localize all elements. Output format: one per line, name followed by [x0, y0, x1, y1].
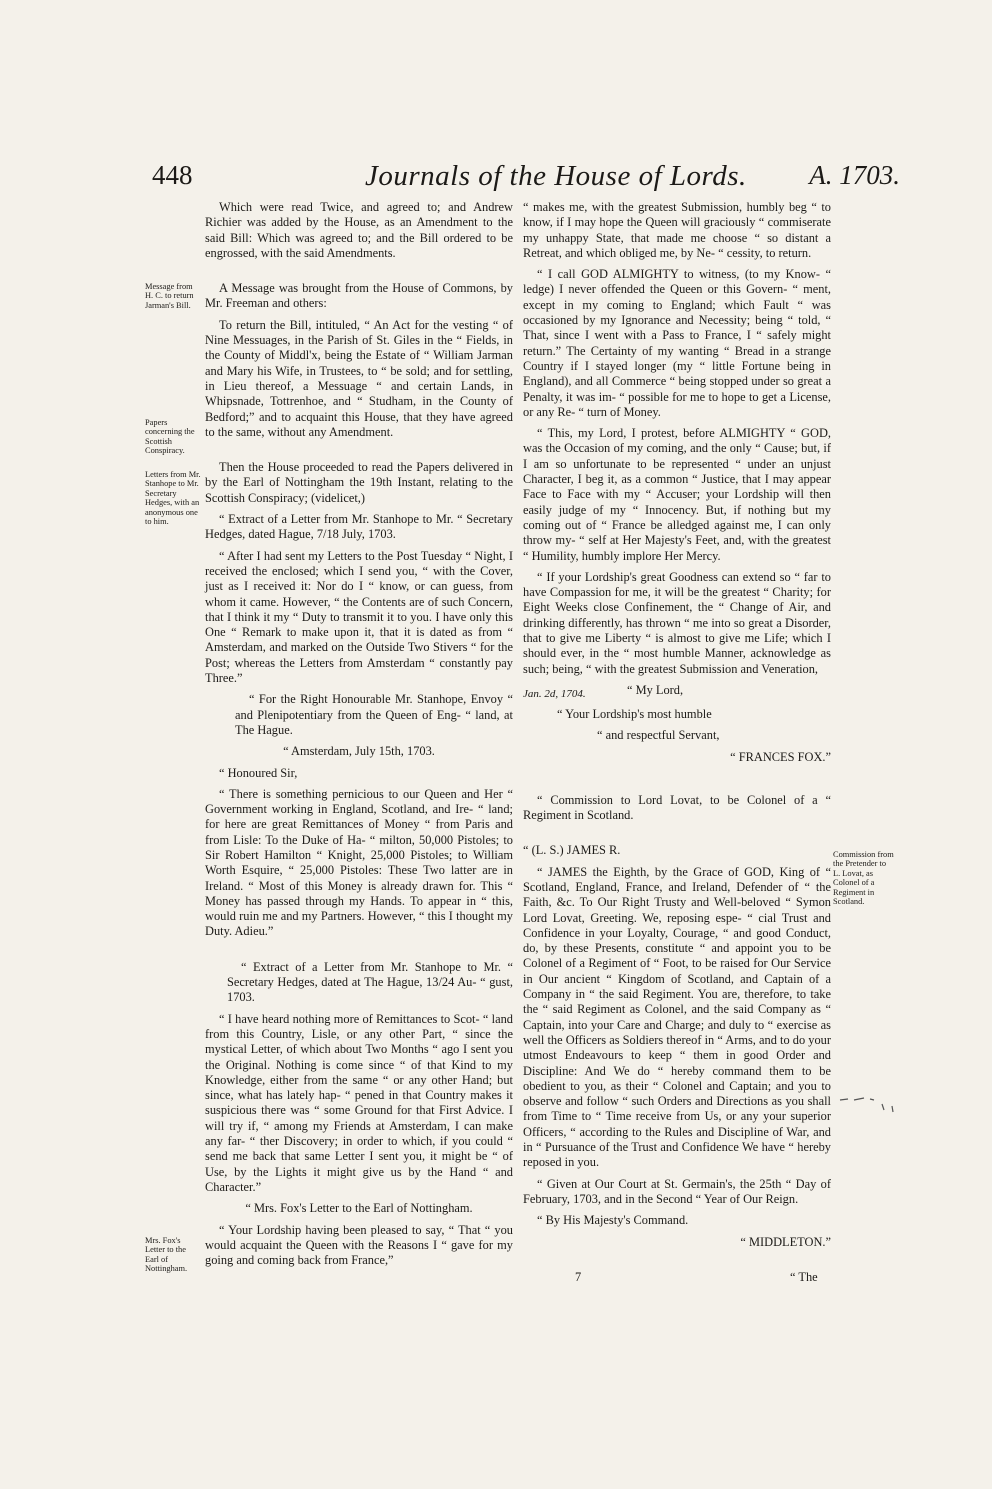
page-year: A. 1703.	[809, 160, 900, 190]
margin-note-message: Message from H. C. to return Jarman's Bill.	[145, 282, 194, 310]
page-title: Journals of the House of Lords.	[365, 160, 747, 192]
margin-note-commission: Commission from the Pretender to L. Lovat, as Colonel of a Regiment in Scotland.	[833, 850, 894, 907]
margin-note-fox-letter: Mrs. Fox's Letter to the Earl of Nottingham.	[145, 1236, 188, 1274]
paragraph: “ I call GOD ALMIGHTY to witness, (to my Know- “ ledge) I never offended the Queen or this Govern- “ ment, except in my coming to England; which Fault “ was occasioned by my Ignorance and Necessity; being “ told, “ That, since I went with a Pass to France, I “ safely might return.” The Certainty of my wanting “ Bread in a strange Country if I stayed longer (my “ little Fortune being in England), and all Commerce “ being stopped under so great a Penalty, it was im- “ possible for me to hope to get a License, or any Re- “ turn of Money.	[523, 267, 831, 419]
left-column	[205, 200, 513, 1274]
paragraph: “ Amsterdam, July 15th, 1703.	[283, 744, 435, 759]
paragraph: To return the Bill, intituled, “ An Act for the vesting “ of Nine Messuages, in the Parish of St. Giles in the “ Fields, in the County of Middl'x, being the Estate of “ William Jarman and Mary his Wife, in Trustees, to “ be sold; and for settling, in Lieu thereof, a Messuage “ and certain Lands, in Whipsnade, Tottrenhoe, and “ Studham, in the County of Bedford;” and to acquaint this House, that they have agreed to the same, without any Amendment.	[205, 317, 513, 439]
paragraph: “ Mrs. Fox's Letter to the Earl of Nottingham.	[245, 1201, 473, 1216]
letter-date: Jan. 2d, 1704.	[523, 687, 586, 700]
paragraph: “ By His Majesty's Command.	[537, 1213, 689, 1228]
paragraph: “ This, my Lord, I protest, before ALMIGHTY “ GOD, was the Occasion of my coming, and the only “ Cause; but, if I am so unfortunate to be represented “ under an unjust Character, I beg it, as a common “ Justice, that I may appear Face to Face with my “ Accuser; your Lordship will then easily judge of my “ Innocency. But, if nothing but my coming out of “ France be alledged against me, I can only throw my- “ self at Her Majesty's Feet, and, with the greatest “ Humility, humbly implore Her Mercy.	[523, 426, 831, 563]
signature-fox: “ FRANCES FOX.”	[730, 749, 831, 764]
right-column	[523, 200, 831, 1256]
page-header	[150, 160, 900, 196]
seal-line: “ (L. S.) JAMES R.	[523, 843, 621, 858]
paragraph: “ After I had sent my Letters to the Post Tuesday “ Night, I received the enclosed; which I send you, “ with the Cover, just as I received it: Nor do I “ know, or can guess, from whom it came. However, “ the Contents are of such Concern, that I think it my “ Duty to transmit it to you. I have only this One “ Remark to make upon it, that it is dated as from “ Amsterdam, and marked on the Outside Two Stivers “ for the Post; whereas the Letters from Amsterdam “ constantly pay Three.”	[205, 548, 513, 686]
paragraph: “ Your Lordship having been pleased to say, “ That “ you would acquaint the Queen with the Reasons I “ gave for my going and coming back from France,”	[205, 1222, 513, 1268]
paragraph: “ Extract of a Letter from Mr. Stanhope to Mr. “ Secretary Hedges, dated at The Hague, 13/24 Au- “ gust, 1703.	[227, 959, 513, 1005]
paragraph: “ There is something pernicious to our Queen and Her “ Government working in England, Scotland, and Ire- “ land; for here are great Remittances of Money “ from Paris and from Lisle: To the Duke of Ha- “ milton, 50,000 Pistoles; to Sir Robert Hamilton “ Knight, 25,000 Pistoles; to William Worth Esquire, “ 25,000 Pistoles: These Two latter are in Ireland. “ Most of this Money is already drawn for. This “ Money has passed through my Hands. To appear in “ this, would ruin me and my Partners. However, “ this I thought my Duty. Adieu.”	[205, 786, 513, 939]
paragraph: A Message was brought from the House of Commons, by Mr. Freeman and others:	[205, 281, 513, 311]
closing-line: “ and respectful Servant,	[597, 728, 720, 743]
paragraph: “ makes me, with the greatest Submission, humbly beg “ to know, if I may hope the Queen will graciously “ commiserate my unhappy State, that made me choose “ so distant a Retreat, and which obliged me, by Ne- “ cessity, to return.	[523, 200, 831, 260]
paragraph: “ If your Lordship's great Goodness can extend so “ far to have Compassion for me, it will be the greatest “ Charity; for Eight Weeks close Confinement, the “ Change of Air, and drinking differently, has thrown “ me into so great a Disorder, that to give me Liberty “ is almost to give me Life; which I should ever, in the “ most humble Manner, acknowledge as such; being, “ with the greatest Submission and Veneration,	[523, 569, 831, 676]
margin-note-letters: Letters from Mr. Stanhope to Mr. Secretary Hedges, with an anonymous one to him.	[145, 470, 201, 527]
catchword: “ The	[790, 1270, 818, 1284]
paragraph: Then the House proceeded to read the Papers delivered in by the Earl of Nottingham the 19th Instant, relating to the Scottish Conspiracy; (videlicet,)	[205, 460, 513, 505]
paragraph: “ Commission to Lord Lovat, to be Colonel of a “ Regiment in Scotland.	[523, 792, 831, 823]
paragraph: “ Extract of a Letter from Mr. Stanhope to Mr. “ Secretary Hedges, dated Hague, 7/18 July, 1703.	[205, 512, 513, 542]
signature-middleton: “ MIDDLETON.”	[740, 1234, 831, 1249]
ink-blot-icon	[838, 1092, 898, 1116]
paragraph: Which were read Twice, and agreed to; and Andrew Richier was added by the House, as an Amendment to the said Bill: Which was agreed to; and the Bill ordered to be engrossed, with the said Amendments.	[205, 200, 513, 260]
paragraph: “ Honoured Sir,	[219, 765, 298, 780]
paragraph: “ JAMES the Eighth, by the Grace of GOD, King of “ Scotland, England, France, and Ireland, Defender of “ the Faith, &c. To Our Right Trusty and Well-beloved “ Symon Lord Lovat, Greeting. We, reposing espe- “ cial Trust and Confidence in your Loyalty, Courage, “ and good Conduct, do, by these Presents, constitute “ and appoint you to be Colonel of a Regiment of “ Foot, to be raised for Our Service in Our ancient “ Kingdom of Scotland, and Captain of a Company in “ the said Regiment. You are, therefore, to take the “ said Regiment as Colonel, and the said Company as “ Captain, into your Care and Charge; and duly to “ exercise as well the Officers as Soldiers thereof in “ Arms, and to do your utmost Endeavours to keep “ them in good Order and Discipline: And We do “ hereby command them to be obedient to you, as their “ Colonel and Captain; and you to observe and follow “ such Orders and Directions as you shall from Time to “ Time receive from Us, or any your superior Officers, “ according to the Rules and Discipline of War, and in “ Pursuance of the Trust and Confidence We have “ hereby reposed in you.	[523, 864, 831, 1170]
page-number: 448	[152, 160, 193, 190]
paragraph: “ Given at Our Court at St. Germain's, the 25th “ Day of February, 1703, and in the Second “ Year of Our Reign.	[523, 1176, 831, 1206]
paragraph: “ For the Right Honourable Mr. Stanhope, Envoy “ and Plenipotentiary from the Queen of Eng- “ land, at The Hague.	[235, 692, 513, 737]
salutation: “ My Lord,	[627, 682, 684, 697]
paragraph: “ I have heard nothing more of Remittances to Scot- “ land from this Country, Lisle, or any other Part, “ since the mystical Letter, of which about Two Months “ ago I sent you the Original. Nothing is come since “ of that Kind to my Knowledge, either from the same “ or any other Hand; but since, what has lately hap- “ pened in that Country makes it suspicious there was “ some Ground for that First Advice. I will try if, “ among my Friends at Amsterdam, I can make any far- “ ther Discovery; in order to which, if you could “ send me back that same Letter I sent you, it might be “ of Use, by the Lights it might give us by the Hand “ and Character.”	[205, 1011, 513, 1194]
margin-note-papers: Papers concerning the Scottish Conspiracy.	[145, 418, 195, 456]
closing-line: “ Your Lordship's most humble	[557, 706, 712, 721]
signature-mark: 7	[575, 1270, 582, 1284]
